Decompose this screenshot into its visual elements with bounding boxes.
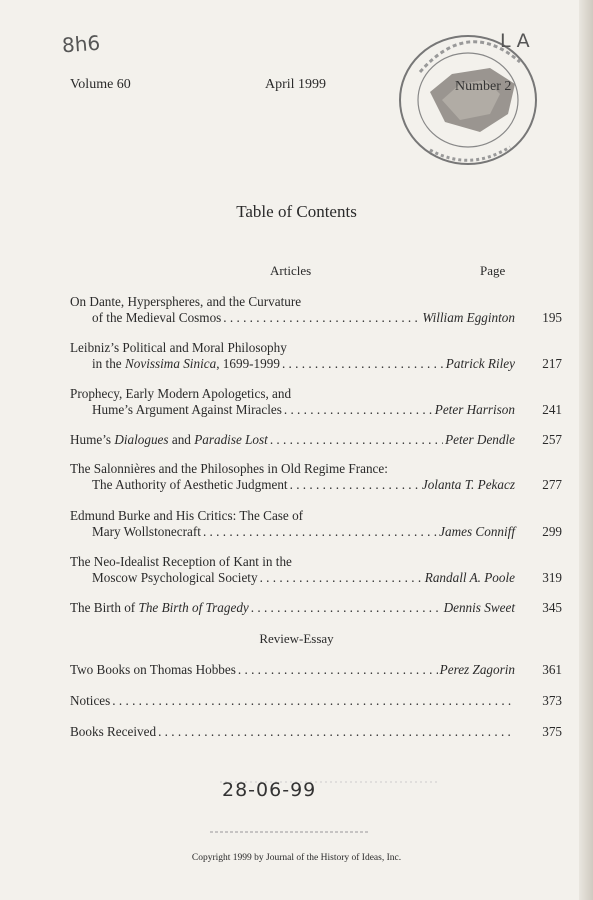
- italic-title: Dialogues: [114, 432, 169, 447]
- italic-title: Paradise Lost: [194, 432, 268, 447]
- entry-author: Peter Dendle: [445, 432, 515, 447]
- entry-page: 241: [542, 402, 562, 417]
- entry-title-line: Mary Wollstonecraft: [92, 524, 201, 539]
- entry-author: James Conniff: [439, 524, 515, 539]
- leader-dots: [290, 477, 420, 493]
- entry-title-line: in the Novissima Sinica, 1699-1999: [92, 356, 280, 371]
- toc-entry[interactable]: [70, 386, 562, 418]
- leader-dots: [260, 570, 423, 586]
- entry-author: Jolanta T. Pekacz: [421, 477, 515, 492]
- page-edge: [579, 0, 593, 900]
- leader-dots: [223, 310, 420, 326]
- entry-title-line: The Neo-Idealist Reception of Kant in the: [70, 554, 292, 569]
- entry-page: 195: [542, 310, 562, 325]
- italic-title: The Birth of Tragedy: [138, 600, 249, 615]
- page-column-heading: Page: [480, 263, 506, 278]
- entry-author: Peter Harrison: [434, 402, 515, 417]
- entry-title-line: Notices: [70, 693, 111, 708]
- volume-label: Volume 60: [70, 77, 131, 92]
- copyright-notice: Copyright 1999 by Journal of the History of Ideas, Inc.: [191, 853, 402, 863]
- entry-title-line: Books Received: [70, 724, 157, 739]
- review-essay-heading: Review-Essay: [259, 631, 334, 646]
- entry-title-line: The Authority of Aesthetic Judgment: [92, 477, 288, 492]
- leader-dots: [284, 402, 433, 418]
- toc-entry[interactable]: [70, 693, 562, 709]
- entry-author: Patrick Riley: [445, 356, 515, 371]
- entry-page: 257: [542, 432, 562, 447]
- entry-page: 217: [542, 356, 562, 371]
- entry-page: 361: [542, 662, 562, 677]
- toc-entry[interactable]: [70, 461, 562, 493]
- leader-dots: [158, 724, 513, 740]
- italic-title: Novissima Sinica: [124, 356, 217, 371]
- entry-title-line: of the Medieval Cosmos: [92, 310, 222, 325]
- entry-title-line: Two Books on Thomas Hobbes: [70, 662, 236, 677]
- toc-entry[interactable]: [70, 600, 562, 616]
- articles-heading: Articles: [270, 263, 312, 278]
- receipt-date: 28-06-99: [222, 779, 317, 801]
- leader-dots: [203, 524, 437, 540]
- library-stamp: [390, 22, 560, 172]
- entry-title-line: Prophecy, Early Modern Apologetics, and: [70, 386, 292, 401]
- entry-author: Randall A. Poole: [424, 570, 515, 585]
- toc-entry[interactable]: [70, 662, 562, 678]
- entry-page: 345: [542, 600, 562, 615]
- entry-page: 299: [542, 524, 562, 539]
- leader-dots: [251, 600, 442, 616]
- entry-title-line: Moscow Psychological Society: [92, 570, 258, 585]
- entry-title-line: The Salonnières and the Philosophes in Old Regime France:: [70, 461, 388, 476]
- toc-entry[interactable]: [70, 294, 562, 326]
- toc-entry[interactable]: [70, 508, 562, 540]
- toc-entry[interactable]: [70, 554, 562, 586]
- page-title: Table of Contents: [236, 202, 357, 221]
- entry-page: 375: [542, 724, 562, 739]
- leader-dots: [282, 356, 444, 372]
- leader-dots: [112, 693, 513, 709]
- leader-dots: [270, 432, 443, 448]
- entry-page: 319: [542, 570, 562, 585]
- leader-dots: [238, 662, 438, 678]
- entry-author: Perez Zagorin: [439, 662, 515, 677]
- handwritten-shelf-mark: 8h6: [61, 30, 101, 58]
- entry-title-line: On Dante, Hyperspheres, and the Curvature: [70, 294, 302, 309]
- entry-title-line: Leibniz’s Political and Moral Philosophy: [70, 340, 287, 355]
- toc-entry[interactable]: [70, 340, 562, 372]
- entry-author: Dennis Sweet: [443, 600, 515, 615]
- entry-title-line: The Birth of The Birth of Tragedy: [70, 600, 249, 615]
- entry-page: 277: [542, 477, 562, 492]
- entry-title-line: Hume’s Argument Against Miracles: [92, 402, 282, 417]
- issue-number: Number 2: [455, 79, 512, 94]
- toc-entry[interactable]: [70, 432, 562, 448]
- issue-date: April 1999: [265, 77, 327, 92]
- entry-author: William Egginton: [422, 310, 515, 325]
- entry-title-line: Hume’s Dialogues and Paradise Lost: [70, 432, 268, 447]
- entry-page: 373: [542, 693, 562, 708]
- toc-entry[interactable]: [70, 724, 562, 740]
- entry-title-line: Edmund Burke and His Critics: The Case of: [70, 508, 304, 523]
- stamp-handwritten-code: L A: [500, 30, 530, 52]
